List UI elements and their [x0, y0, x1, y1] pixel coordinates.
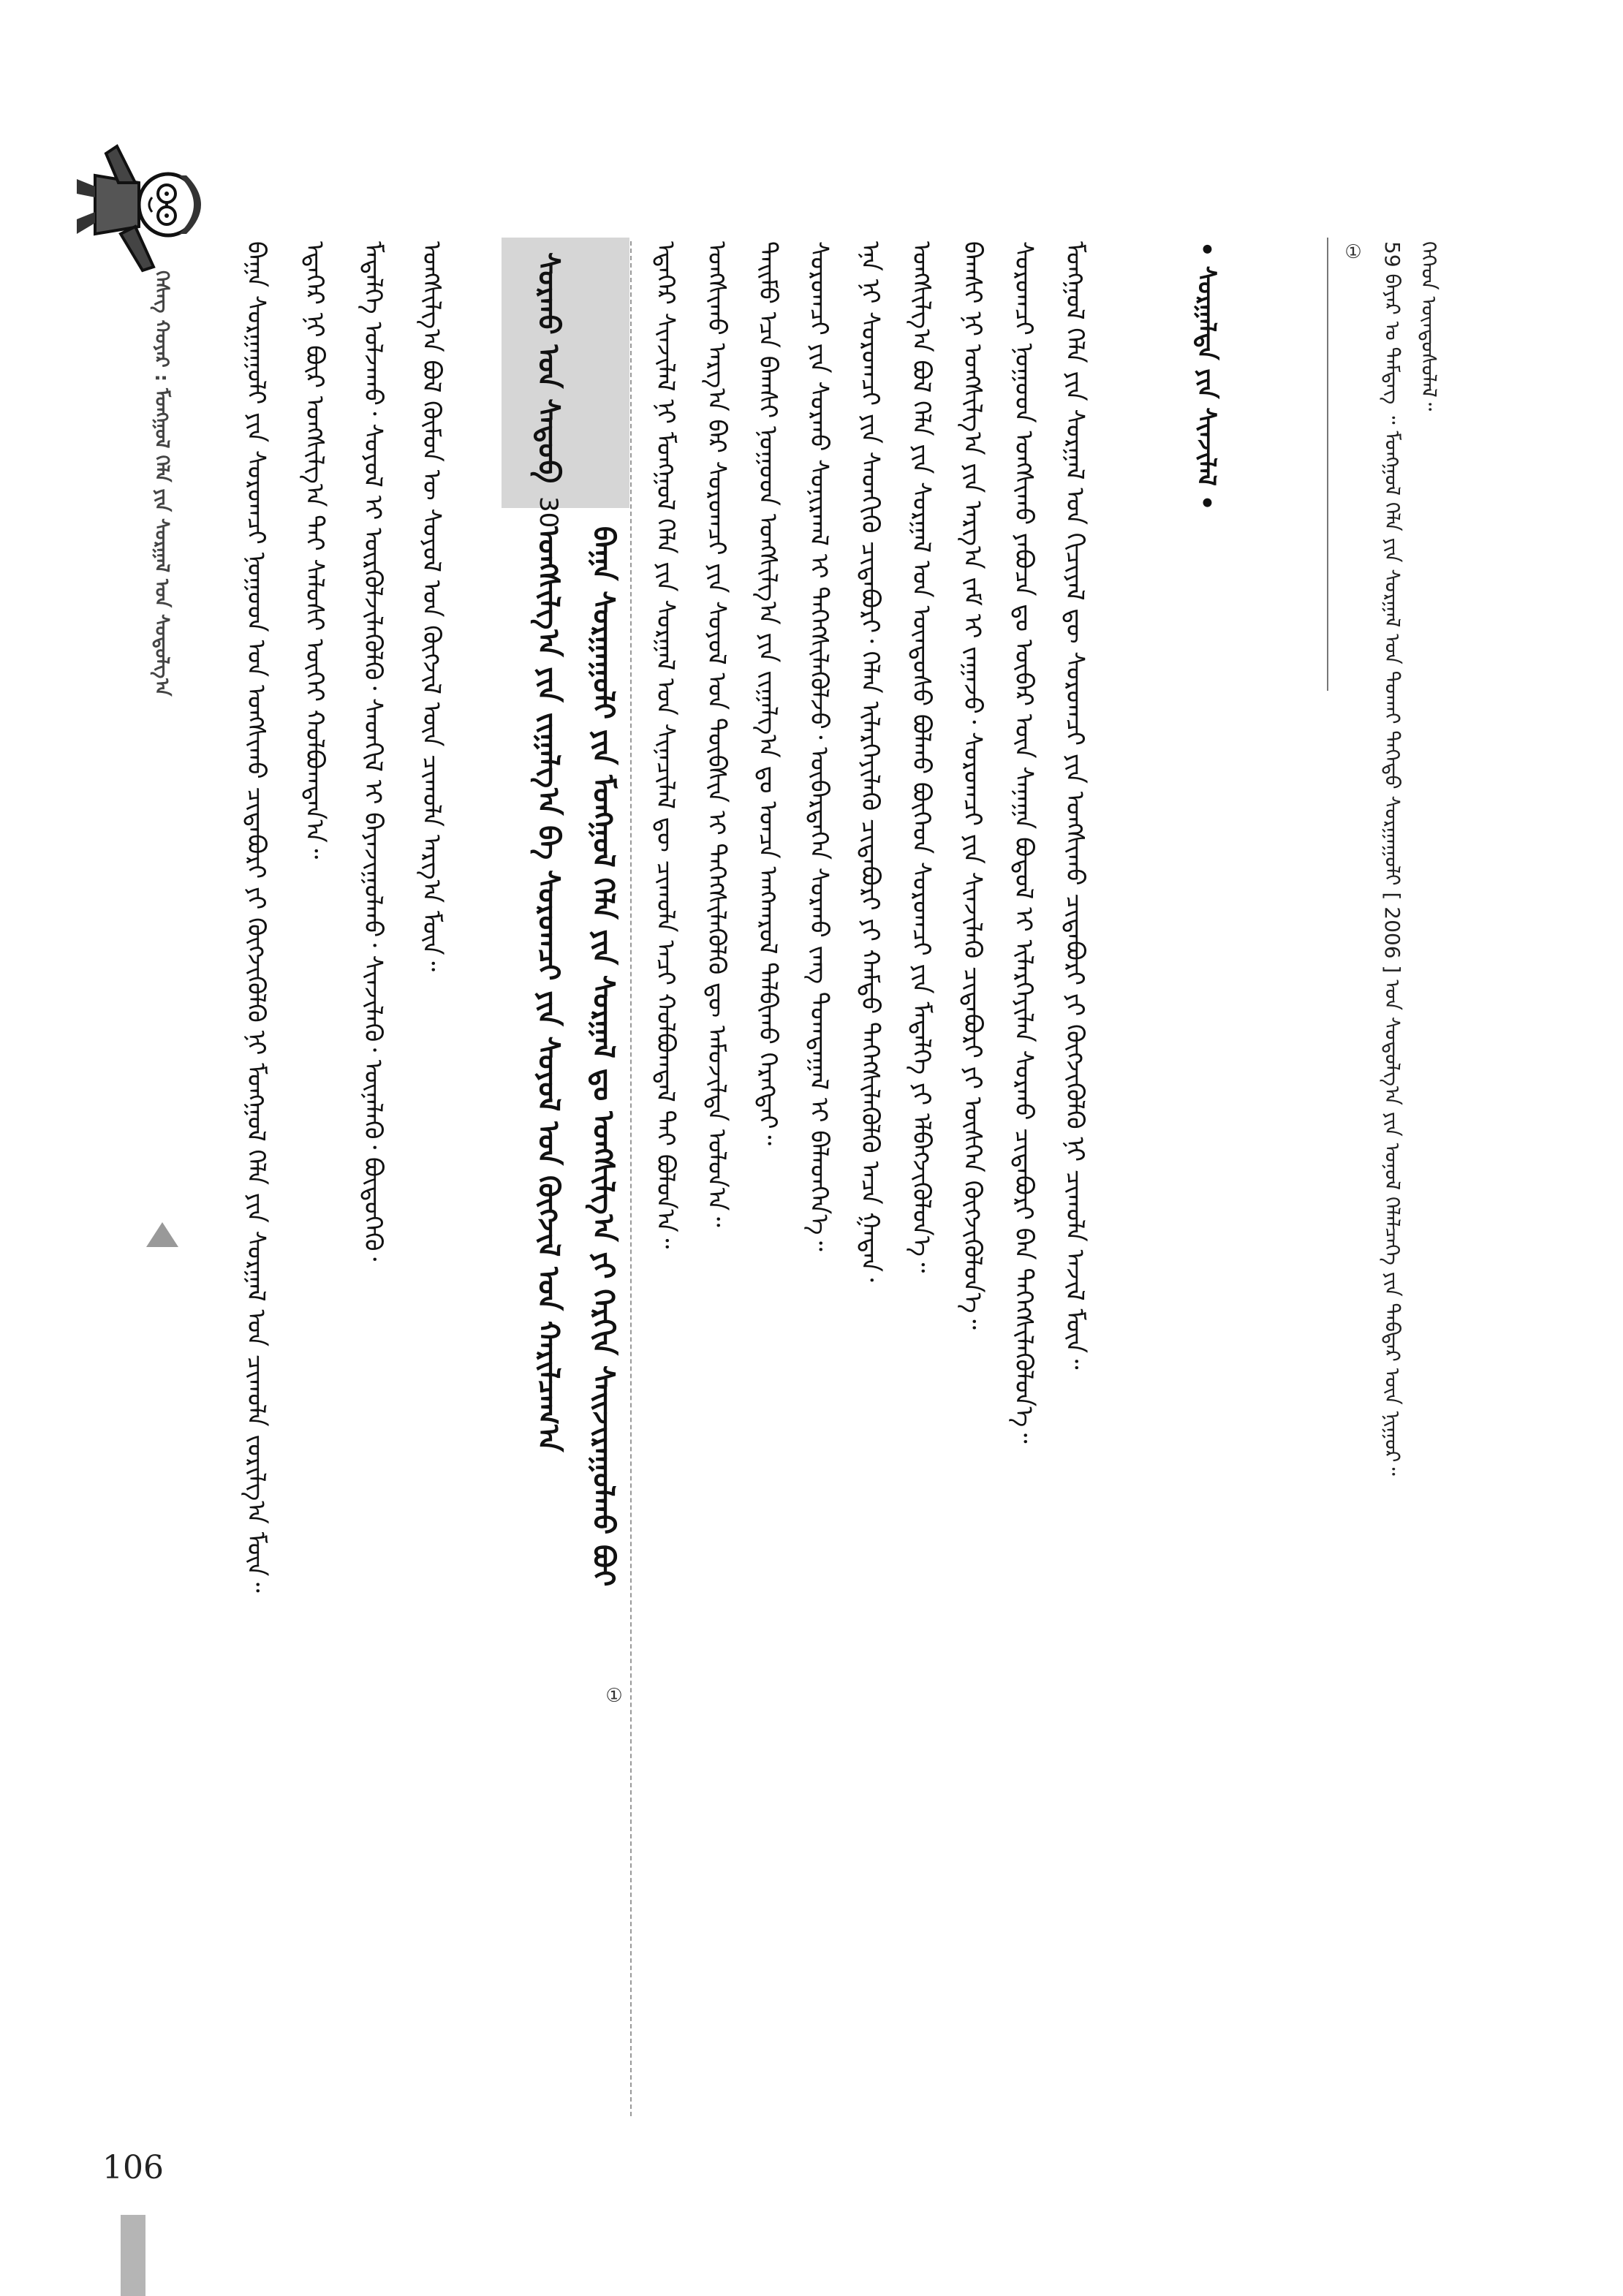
- paragraph-line: ᠲᠡᠢᠮᠦ ᠡᠴᠡ ᠪᠠᠭᠰᠢ ᠨᠤᠭᠤᠳ ᠤᠩᠰᠢᠯᠭ᠎ᠠ ᠶᠢᠨ ᠵᠢᠭᠠᠯᠭ᠎ᠠ ᠳᠤ ᠣᠨᠴᠠ ᠠᠩᠬᠠᠷᠤᠯ ᠲᠠᠯᠪᠢᠬᠤ ᠬᠡᠷᠡᠭᠲᠡᠢ᠃: [753, 241, 782, 1145]
- triangle-marker: [146, 1222, 178, 1247]
- footnote-continuation: ᠬᠡᠭᠡᠳ ᠦᠨᠳᠦᠰᠦᠯᠡᠯ᠃: [1417, 241, 1441, 412]
- section-label: [523, 252, 574, 528]
- paragraph-line: ᠰᠤᠷᠤᠭᠴᠢ ᠶᠢᠨ ᠰᠤᠷᠬᠤ ᠰᠣᠨᠢᠷᠬᠠᠯ ᠢ ᠳᠡᠭᠡᠭᠰᠢᠯᠡᠭᠦᠯᠵᠦ᠂ ᠥᠪᠡᠷᠳᠡᠭᠡᠨ ᠰᠤᠷᠬᠤ ᠵᠠᠩ ᠲᠣᠭᠲᠠᠭᠠᠯ ᠢ ᠪᠡᠯᠡᠳᠬᠡᠨ᠎ᠡ᠃: [804, 241, 833, 1251]
- section-divider: [630, 241, 632, 2116]
- paragraph-line: ᠰᠤᠷᠤᠭᠴᠢ ᠨᠤᠭᠤᠳ ᠤᠩᠰᠢᠬᠤ ᠶᠠᠪᠤᠴᠠ ᠳᠤ ᠥᠪᠡᠷ ᠦᠨ ᠰᠠᠨᠠᠭᠠ ᠪᠣᠳᠤᠯ ᠢ ᠢᠯᠡᠷᠬᠡᠶᠢᠯᠡᠨ ᠰᠤᠷᠬᠤ ᠴᠢᠳᠠᠪᠤᠷᠢ ᠪᠡᠨ ᠳᠡᠭᠡᠭᠰᠢᠯᠡᠭᠦᠯᠦᠨ᠎ᠡ᠃: [1009, 241, 1038, 1444]
- running-header: ᠬᠡᠰᠡᠭ᠌ ᠬᠣᠶᠠᠷ : ᠮᠣᠩᠭᠣᠯ ᠬᠡᠯᠡ ᠶᠢᠨ ᠰᠤᠷᠭᠠᠯ ᠤᠨ ᠰᠤᠳᠤᠯᠭ᠎ᠠ: [151, 270, 173, 697]
- paragraph-line: ᠡᠨᠡ ᠨᠢ ᠰᠤᠷᠤᠭᠴᠢ ᠶᠢᠨ ᠰᠡᠳᠬᠢᠬᠦ ᠴᠢᠳᠠᠪᠤᠷᠢ᠂ ᠬᠡᠯᠡᠨ ᠢᠯᠡᠷᠬᠡᠶᠢᠯᠡᠬᠦ ᠴᠢᠳᠠᠪᠤᠷᠢ ᠶᠢ ᠬᠠᠮᠲᠤ ᠳᠡᠭᠡᠭᠰᠢᠯᠡᠭᠦᠯᠬᠦ ᠠᠴᠠ ᠭᠠᠳᠠᠨ᠂: [855, 241, 885, 1282]
- footnote-line-2: [1342, 241, 1366, 2142]
- section-footnote-marker: ①: [603, 1685, 625, 1707]
- body-line: ᠪᠠᠭᠠ ᠰᠤᠷᠭᠠᠭᠤᠯᠢ ᠶᠢᠨ ᠰᠤᠷᠤᠭᠴᠢ ᠨᠤᠭᠤᠳ ᠤᠨ ᠤᠩᠰᠢᠬᠤ ᠴᠢᠳᠠᠪᠤᠷᠢ ᠶᠢ ᠬᠥᠭᠵᠢᠭᠦᠯᠬᠦ ᠨᠢ ᠮᠣᠩᠭᠣᠯ ᠬᠡᠯᠡ ᠶᠢᠨ ᠰᠤᠷᠭᠠᠯ ᠤᠨ ᠴᠢᠬᠤᠯᠠ ᠵᠣᠷᠢᠯᠭ᠎ᠠ ᠮᠥᠨ᠃: [241, 241, 270, 1593]
- bullet-heading: • ᠰᠤᠷᠭᠠᠯᠲᠠ ᠶᠢᠨ ᠰᠢᠨᠵᠢᠯᠡᠯ •: [1192, 241, 1221, 511]
- section-title-line: ᠪᠠᠭᠠ ᠰᠤᠷᠭᠠᠭᠤᠯᠢ ᠶᠢᠨ ᠮᠣᠩᠭᠣᠯ ᠬᠡᠯᠡ ᠶᠢᠨ ᠰᠤᠷᠭᠠᠯ ᠳᠤ ᠤᠩᠰᠢᠯᠭ᠎ᠠ ᠶᠢ ᠬᠡᠷᠬᠢᠨ ᠰᠠᠢᠵᠢᠷᠠᠭᠤᠯᠬᠤ ᠪᠤᠢ: [586, 526, 620, 1587]
- paragraph-line: ᠡᠳᠡᠭᠡᠷ ᠰᠢᠨᠵᠢᠯᠡᠯ ᠨᠢ ᠮᠣᠩᠭᠣᠯ ᠬᠡᠯᠡ ᠶᠢᠨ ᠰᠤᠷᠭᠠᠯ ᠤᠨ ᠰᠢᠨᠡᠴᠢᠯᠡᠯ ᠳᠦ ᠴᠢᠬᠤᠯᠠ ᠠᠴᠢ ᠬᠣᠯᠪᠣᠭᠳᠠᠯ ᠲᠠᠢ ᠪᠣᠯᠤᠨ᠎ᠠ᠃: [651, 241, 680, 1249]
- paragraph-line: ᠤᠩᠰᠢᠯᠭ᠎ᠠ ᠪᠣᠯ ᠬᠡᠯᠡ ᠶᠢᠨ ᠰᠤᠷᠭᠠᠯ ᠤᠨ ᠦᠨᠳᠦᠰᠦ ᠪᠣᠯᠬᠤ ᠪᠥᠭᠡᠳ ᠰᠤᠷᠤᠭᠴᠢ ᠶᠢᠨ ᠮᠡᠳᠡᠯᠭᠡ ᠶᠢ ᠡᠯᠪᠡᠭᠵᠢᠭᠦᠯᠦᠨ᠎ᠡ᠃: [907, 241, 936, 1273]
- section-title-line: ᠤᠩᠰᠢᠯᠭ᠎ᠠ ᠶᠢᠨ ᠵᠢᠭᠠᠯᠭ᠎ᠠ ᠪᠠ ᠰᠤᠷᠤᠭᠴᠢ ᠶᠢᠨ ᠰᠣᠶᠤᠯ ᠤᠨ ᠬᠥᠭᠵᠢᠯ ᠤᠨ ᠬᠠᠷᠢᠯᠴᠠᠭ᠎ᠠ: [531, 526, 565, 1452]
- footnote-divider: [1327, 238, 1328, 691]
- body-line: ᠤᠩᠰᠢᠯᠭ᠎ᠠ ᠪᠣᠯ ᠬᠦᠮᠦᠨ ᠦ ᠰᠣᠶᠤᠯ ᠤᠨ ᠬᠥᠭᠵᠢᠯ ᠦᠨ ᠴᠢᠬᠤᠯᠠ ᠠᠷᠭ᠎ᠠ ᠮᠥᠨ᠃: [417, 241, 446, 972]
- mascot-illustration: [62, 135, 223, 274]
- body-line: ᠡᠳᠡᠭᠡᠷ ᠨᠢ ᠪᠦᠷ ᠤᠩᠰᠢᠯᠭ᠎ᠠ ᠲᠠᠢ ᠰᠠᠯᠤᠰᠢ ᠦᠭᠡᠢ ᠬᠣᠯᠪᠣᠭᠳᠠᠨ᠎ᠠ᠃: [300, 241, 329, 860]
- footnote-text: 59 ᠪᠠᠶᠠᠷ ᠤ ᠲᠡᠮᠳᠡᠭ ᠃ ᠮᠣᠩᠭᠣᠯ ᠬᠡᠯᠡ ᠶᠢᠨ ᠰᠤᠷᠭᠠᠯ ᠤᠨ ᠲᠤᠬᠠᠢ ᠳᠡᠭᠡᠳᠦ ᠰᠤᠷᠭᠠᠭᠤᠯᠢ [ 2006 ] ᠤᠨ ᠰᠤᠳᠤᠯᠭ᠎ᠠ ᠶᠢᠨ ᠣᠨᠤᠯ ᠬᠡᠯᠡᠯᠴᠡᠭᠡ ᠶᠢᠨ ᠳᠡᠪᠲᠡᠷ ᠦᠨ ᠨᠢᠭᠤᠷ᠃: [1380, 241, 1404, 1476]
- paragraph-line: ᠤᠩᠰᠢᠬᠤ ᠠᠷᠭ᠎ᠠ ᠪᠠᠷ ᠰᠤᠷᠤᠭᠴᠢ ᠶᠢᠨ ᠰᠣᠶᠤᠯ ᠤᠨ ᠲᠥᠪᠰᠢᠨ ᠢ ᠳᠡᠭᠡᠭᠰᠢᠯᠡᠭᠦᠯᠬᠦ ᠳᠦ ᠠᠮᠤᠵᠢᠯᠲᠠ ᠣᠯᠤᠨ᠎ᠠ᠃: [702, 241, 731, 1227]
- footnote-marker: ①: [1342, 241, 1364, 263]
- paragraph-line: ᠮᠣᠩᠭᠣᠯ ᠬᠡᠯᠡ ᠶᠢᠨ ᠰᠤᠷᠭᠠᠯ ᠤᠨ ᠬᠢᠴᠢᠶᠡᠯ ᠳᠦ ᠰᠤᠷᠤᠭᠴᠢ ᠶᠢᠨ ᠤᠩᠰᠢᠬᠤ ᠴᠢᠳᠠᠪᠤᠷᠢ ᠶᠢ ᠬᠦᠭᠵᠢᠭᠦᠯᠬᠦ ᠨᠢ ᠴᠢᠬᠤᠯᠠ ᠠᠵᠢᠯ ᠮᠥᠨ᠃: [1060, 241, 1089, 1370]
- page-number: 106: [102, 2149, 164, 2186]
- page-edge-bar: [121, 2215, 145, 2296]
- body-line: ᠮᠡᠳᠡᠯᠭᠡ ᠣᠯᠵᠠᠬᠤ᠂ ᠰᠣᠶᠤᠯ ᠢ ᠦᠷᠭᠦᠯᠵᠢᠯᠡᠭᠦᠯᠬᠦ᠂ ᠰᠡᠳᠬᠢᠯ ᠢ ᠪᠠᠶᠠᠵᠢᠭᠤᠯᠬᠤ᠂ ᠰᠢᠨᠵᠢᠯᠡᠬᠦ᠂ ᠦᠨᠡᠯᠡᠬᠦ᠂ ᠪᠦᠲᠦᠭᠡᠬᠦ᠂: [358, 241, 387, 1262]
- paragraph-line: ᠪᠠᠭᠰᠢ ᠨᠢ ᠤᠩᠰᠢᠯᠭ᠎ᠠ ᠶᠢᠨ ᠠᠷᠭ᠎ᠠ ᠵᠠᠮ ᠢ ᠵᠠᠭᠠᠵᠤ᠂ ᠰᠤᠷᠤᠭᠴᠢ ᠶᠢᠨ ᠰᠢᠨᠵᠢᠯᠡᠬᠦ ᠴᠢᠳᠠᠪᠤᠷᠢ ᠶᠢ ᠥᠰᠬᠡᠨ ᠬᠥᠭᠵᠢᠭᠦᠯᠦᠨ᠎ᠡ᠃: [958, 241, 987, 1330]
- section-number: 30: [534, 496, 563, 528]
- section-label-text: ᠰᠤᠷᠬᠤ ᠤᠨ ᠰᠡᠳᠦᠪ: [531, 252, 565, 484]
